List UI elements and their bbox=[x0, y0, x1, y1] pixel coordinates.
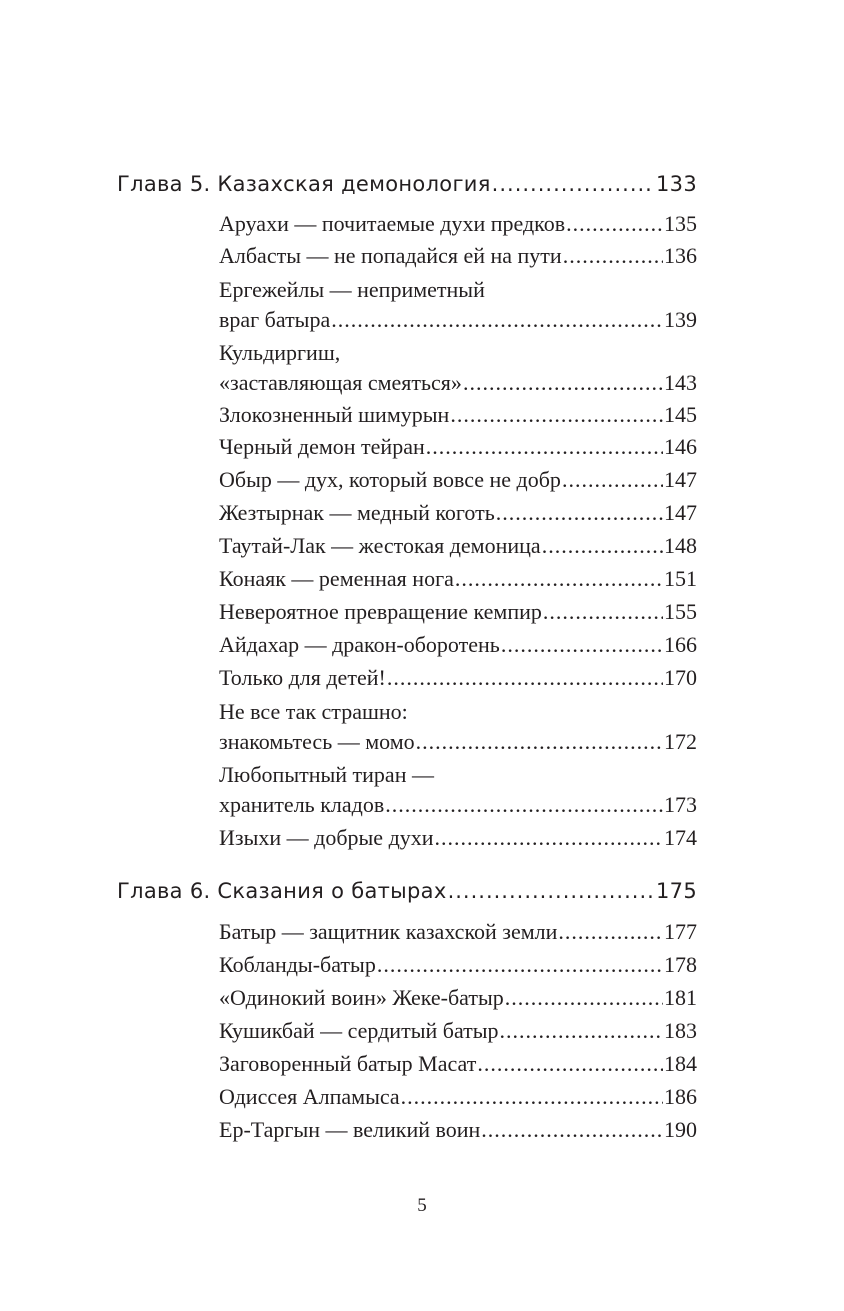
toc-entry bbox=[219, 729, 697, 759]
entry-title: Кушикбай — сердитый батыр bbox=[219, 1018, 499, 1043]
toc-entry bbox=[219, 1051, 697, 1081]
page-number: 143 bbox=[664, 370, 697, 395]
dot-leader bbox=[448, 879, 655, 903]
toc-entry bbox=[219, 243, 697, 273]
dot-leader bbox=[563, 243, 663, 269]
toc-entry bbox=[219, 402, 697, 432]
page-number: 147 bbox=[664, 500, 697, 525]
entry-title: Албасты — не попадайся ей на пути bbox=[219, 243, 562, 268]
dot-leader bbox=[496, 500, 663, 526]
dot-leader bbox=[331, 307, 663, 333]
page-number: 173 bbox=[664, 792, 697, 817]
toc-entry bbox=[219, 566, 697, 596]
dot-leader bbox=[505, 985, 663, 1011]
page-number: 147 bbox=[664, 467, 697, 492]
toc-entry bbox=[219, 500, 697, 530]
page-number: 184 bbox=[664, 1051, 697, 1076]
entry-title: Черный демон тейран bbox=[219, 434, 425, 459]
entry-title: Батыр — защитник казахской земли bbox=[219, 919, 558, 944]
toc-entry bbox=[219, 599, 697, 629]
toc-entry bbox=[219, 533, 697, 563]
page-number: 148 bbox=[664, 533, 697, 558]
page-number: 172 bbox=[664, 729, 697, 754]
toc-entry bbox=[219, 1018, 697, 1048]
dot-leader bbox=[377, 952, 663, 978]
page-number: 135 bbox=[664, 211, 697, 236]
dot-leader bbox=[435, 825, 663, 851]
page-number: 190 bbox=[664, 1117, 697, 1142]
entry-title: «Одинокий воин» Жеке-батыр bbox=[219, 985, 504, 1010]
page-number: 178 bbox=[664, 952, 697, 977]
dot-leader bbox=[387, 665, 663, 691]
chapter-heading bbox=[117, 879, 697, 909]
page-number: 174 bbox=[664, 825, 697, 850]
entry-title-line-1: Ергежейлы — неприметный bbox=[219, 277, 485, 302]
toc-entry bbox=[219, 665, 697, 695]
dot-leader bbox=[477, 1051, 663, 1077]
page-number: 186 bbox=[664, 1084, 697, 1109]
toc-entry bbox=[219, 467, 697, 497]
entry-title: Жезтырнак — медный коготь bbox=[219, 500, 495, 525]
toc-entry bbox=[219, 825, 697, 855]
dot-leader bbox=[492, 172, 655, 196]
dot-leader bbox=[566, 211, 663, 237]
toc-entry bbox=[219, 370, 697, 400]
entry-title: Конаяк — ременная нога bbox=[219, 566, 454, 591]
dot-leader bbox=[558, 919, 663, 945]
entry-title-line-1: Любопытный тиран — bbox=[219, 762, 434, 787]
toc-entry bbox=[219, 1084, 697, 1114]
toc-entry bbox=[219, 985, 697, 1015]
entry-title-line-1: Не все так страшно: bbox=[219, 699, 408, 724]
toc-entry bbox=[219, 211, 697, 241]
toc-entry bbox=[219, 434, 697, 464]
dot-leader bbox=[501, 632, 663, 658]
dot-leader bbox=[385, 792, 663, 818]
toc-entry bbox=[219, 919, 697, 949]
dot-leader bbox=[426, 434, 663, 460]
page-folio: 5 bbox=[417, 1195, 427, 1216]
entry-title: Кобланды-батыр bbox=[219, 952, 376, 977]
dot-leader bbox=[543, 599, 663, 625]
entry-title: Изыхи — добрые духи bbox=[219, 825, 434, 850]
entry-title: Таутай-Лак — жестокая демоница bbox=[219, 533, 541, 558]
dot-leader bbox=[401, 1084, 663, 1110]
entry-title: Заговоренный батыр Масат bbox=[219, 1051, 477, 1076]
dot-leader bbox=[455, 566, 663, 592]
entry-title: Айдахар — дракон-оборотень bbox=[219, 632, 500, 657]
toc-entry bbox=[219, 307, 697, 337]
page-number: 151 bbox=[664, 566, 697, 591]
page-number: 177 bbox=[664, 919, 697, 944]
entry-title: Невероятное превращение кемпир bbox=[219, 599, 542, 624]
dot-leader bbox=[450, 402, 663, 428]
entry-title-line-1: Кульдиргиш, bbox=[219, 340, 341, 365]
page-number: 170 bbox=[664, 665, 697, 690]
chapter-title: Глава 6. Сказания о батырах bbox=[117, 879, 447, 903]
page-number: 145 bbox=[664, 402, 697, 427]
entry-title: враг батыра bbox=[219, 307, 331, 332]
toc-entry bbox=[219, 1117, 697, 1147]
page-number: 139 bbox=[664, 307, 697, 332]
page-number: 155 bbox=[664, 599, 697, 624]
entry-title: знакомьтесь — момо bbox=[219, 729, 415, 754]
dot-leader bbox=[481, 1117, 663, 1143]
dot-leader bbox=[463, 370, 663, 396]
entry-title: Ер-Таргын — великий воин bbox=[219, 1117, 481, 1142]
page-number: 133 bbox=[656, 172, 697, 196]
page-number: 181 bbox=[664, 985, 697, 1010]
dot-leader bbox=[562, 467, 663, 493]
page-number: 175 bbox=[656, 879, 697, 903]
page-number: 166 bbox=[664, 632, 697, 657]
entry-title: Аруахи — почитаемые духи предков bbox=[219, 211, 566, 236]
toc-entry bbox=[219, 632, 697, 662]
page-number: 136 bbox=[664, 243, 697, 268]
dot-leader bbox=[542, 533, 663, 559]
toc-entry bbox=[219, 952, 697, 982]
entry-title: Одиссея Алпамыса bbox=[219, 1084, 400, 1109]
entry-title: Злокозненный шимурын bbox=[219, 402, 450, 427]
entry-title: Только для детей! bbox=[219, 665, 386, 690]
toc-entry bbox=[219, 792, 697, 822]
entry-title: хранитель кладов bbox=[219, 792, 385, 817]
chapter-heading bbox=[117, 172, 697, 202]
dot-leader bbox=[500, 1018, 663, 1044]
dot-leader bbox=[416, 729, 663, 755]
entry-title: Обыр — дух, который вовсе не добр bbox=[219, 467, 561, 492]
page-number: 146 bbox=[664, 434, 697, 459]
chapter-title: Глава 5. Казахская демонология bbox=[117, 172, 491, 196]
entry-title: «заставляющая смеяться» bbox=[219, 370, 462, 395]
page-number: 183 bbox=[664, 1018, 697, 1043]
